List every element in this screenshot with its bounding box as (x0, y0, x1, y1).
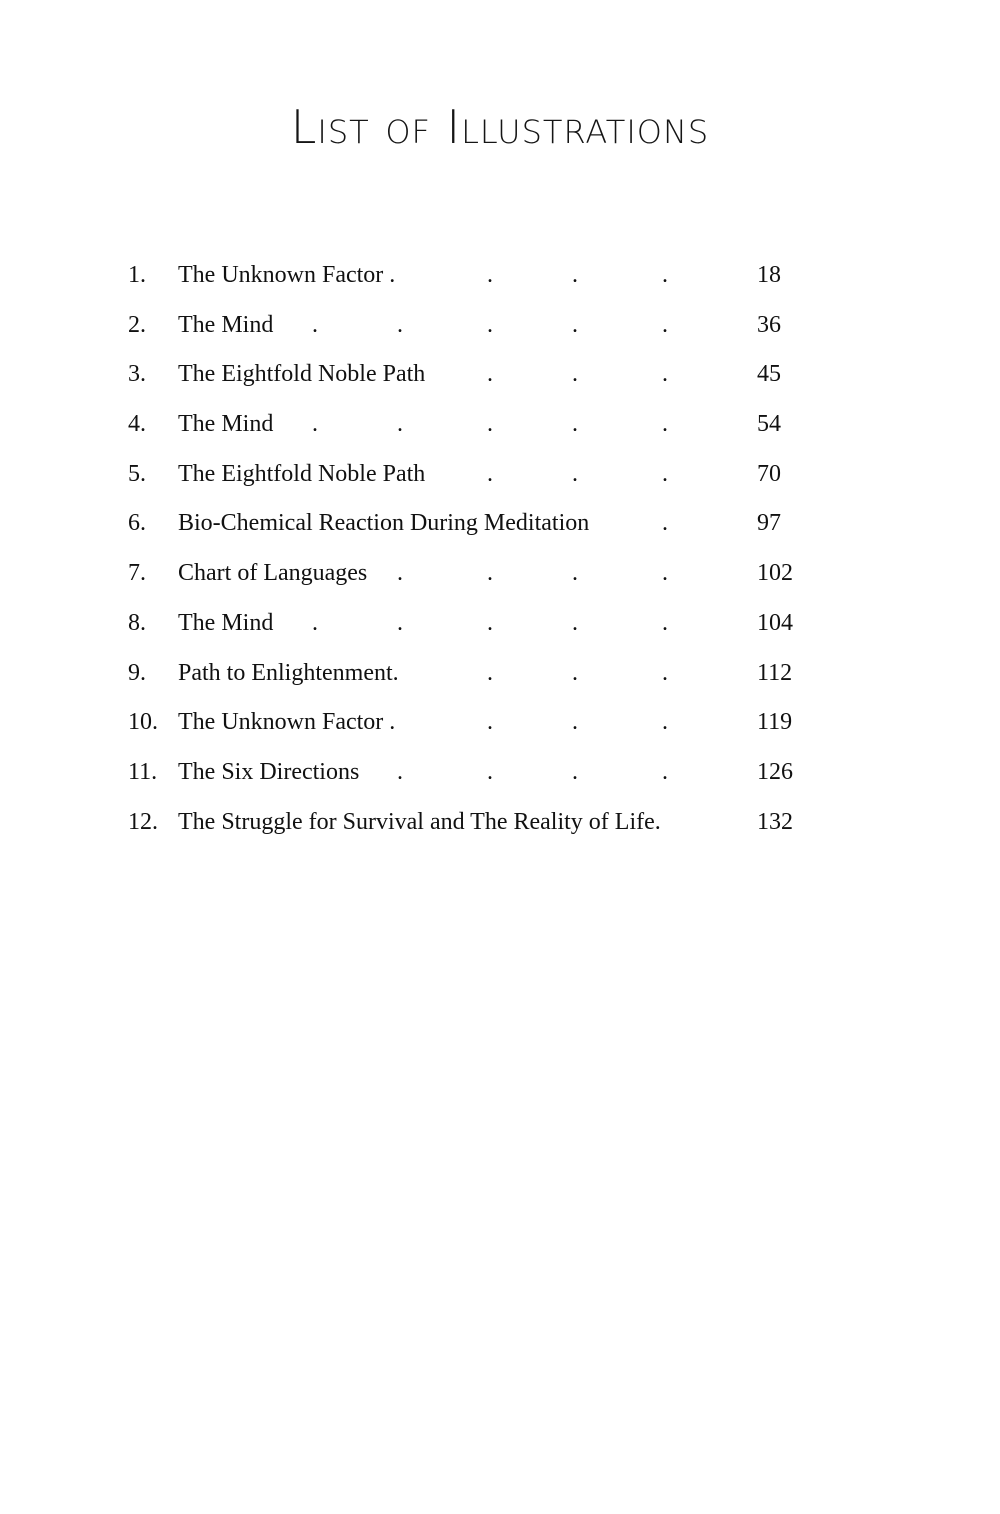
item-page-number: 112 (757, 659, 793, 686)
list-item (0, 253, 1000, 303)
leader-dot: . (572, 411, 578, 438)
page-title: List of Illustrations (290, 100, 710, 154)
leader-dot: . (662, 758, 668, 785)
leader-dot: . (312, 411, 318, 438)
list-item (0, 452, 1000, 502)
list-item (0, 303, 1000, 353)
list-item (0, 352, 1000, 402)
item-number: 2. (128, 311, 146, 338)
leader-dot: . (572, 758, 578, 785)
item-page-number: 132 (757, 808, 793, 835)
leader-dot: . (662, 560, 668, 587)
leader-dot: . (572, 709, 578, 736)
item-title: Chart of Languages (178, 560, 368, 587)
leader-dot: . (662, 262, 668, 288)
leader-dot: . (312, 311, 318, 338)
list-item (0, 651, 1000, 701)
leader-dot: . (397, 609, 403, 636)
leader-dot: . (572, 609, 578, 636)
item-number: 4. (128, 411, 146, 438)
list-item (0, 700, 1000, 750)
item-page-number: 104 (757, 609, 793, 636)
leader-dot: . (487, 709, 493, 736)
leader-dot: . (572, 361, 578, 388)
item-number: 11. (128, 758, 158, 785)
item-number: 1. (128, 262, 146, 288)
leader-dot: . (487, 609, 493, 636)
leader-dot: . (662, 361, 668, 388)
leader-dot: . (397, 311, 403, 338)
item-number: 9. (128, 659, 146, 686)
item-page-number: 70 (757, 460, 781, 487)
list-item (0, 800, 1000, 850)
item-page-number: 18 (757, 262, 781, 288)
leader-dot: . (572, 460, 578, 487)
item-title: The Six Directions (178, 758, 360, 785)
leader-dot: . (487, 560, 493, 587)
item-page-number: 126 (757, 758, 793, 785)
leader-dot: . (397, 758, 403, 785)
item-title: The Mind (178, 411, 274, 438)
leader-dot: . (312, 609, 318, 636)
item-title: The Mind (178, 311, 274, 338)
list-item (0, 601, 1000, 651)
item-number: 6. (128, 510, 146, 537)
leader-dot: . (397, 411, 403, 438)
item-number: 7. (128, 560, 146, 587)
leader-dot: . (662, 510, 668, 537)
leader-dot: . (662, 460, 668, 487)
illustrations-list (0, 253, 1000, 849)
leader-dot: . (487, 262, 493, 288)
item-title: The Eightfold Noble Path (178, 460, 426, 487)
leader-dot: . (487, 659, 493, 686)
item-number: 8. (128, 609, 146, 636)
leader-dot: . (397, 560, 403, 587)
list-item (0, 501, 1000, 551)
item-title: The Unknown Factor . (178, 709, 396, 736)
item-title: The Eightfold Noble Path (178, 361, 426, 388)
list-item (0, 402, 1000, 452)
item-page-number: 36 (757, 311, 781, 338)
item-page-number: 54 (757, 411, 781, 438)
leader-dot: . (662, 659, 668, 686)
leader-dot: . (487, 311, 493, 338)
item-title: The Unknown Factor . (178, 262, 396, 288)
item-page-number: 97 (757, 510, 781, 537)
leader-dot: . (572, 262, 578, 288)
leader-dot: . (487, 361, 493, 388)
item-page-number: 45 (757, 361, 781, 388)
item-number: 10. (128, 709, 158, 736)
leader-dot: . (662, 411, 668, 438)
leader-dot: . (487, 758, 493, 785)
leader-dot: . (487, 411, 493, 438)
item-page-number: 119 (757, 709, 793, 736)
item-number: 5. (128, 460, 146, 487)
leader-dot: . (572, 311, 578, 338)
item-title: Path to Enlightenment. (178, 659, 399, 686)
leader-dot: . (572, 659, 578, 686)
item-title: The Mind (178, 609, 274, 636)
leader-dot: . (662, 311, 668, 338)
item-page-number: 102 (757, 560, 793, 587)
item-title: The Struggle for Survival and The Reality of Life. (178, 808, 661, 835)
leader-dot: . (487, 460, 493, 487)
list-item (0, 551, 1000, 601)
item-number: 3. (128, 361, 146, 388)
list-item (0, 750, 1000, 800)
leader-dot: . (662, 609, 668, 636)
item-title: Bio-Chemical Reaction During Meditation (178, 510, 590, 537)
leader-dot: . (572, 560, 578, 587)
item-number: 12. (128, 808, 158, 835)
leader-dot: . (662, 709, 668, 736)
